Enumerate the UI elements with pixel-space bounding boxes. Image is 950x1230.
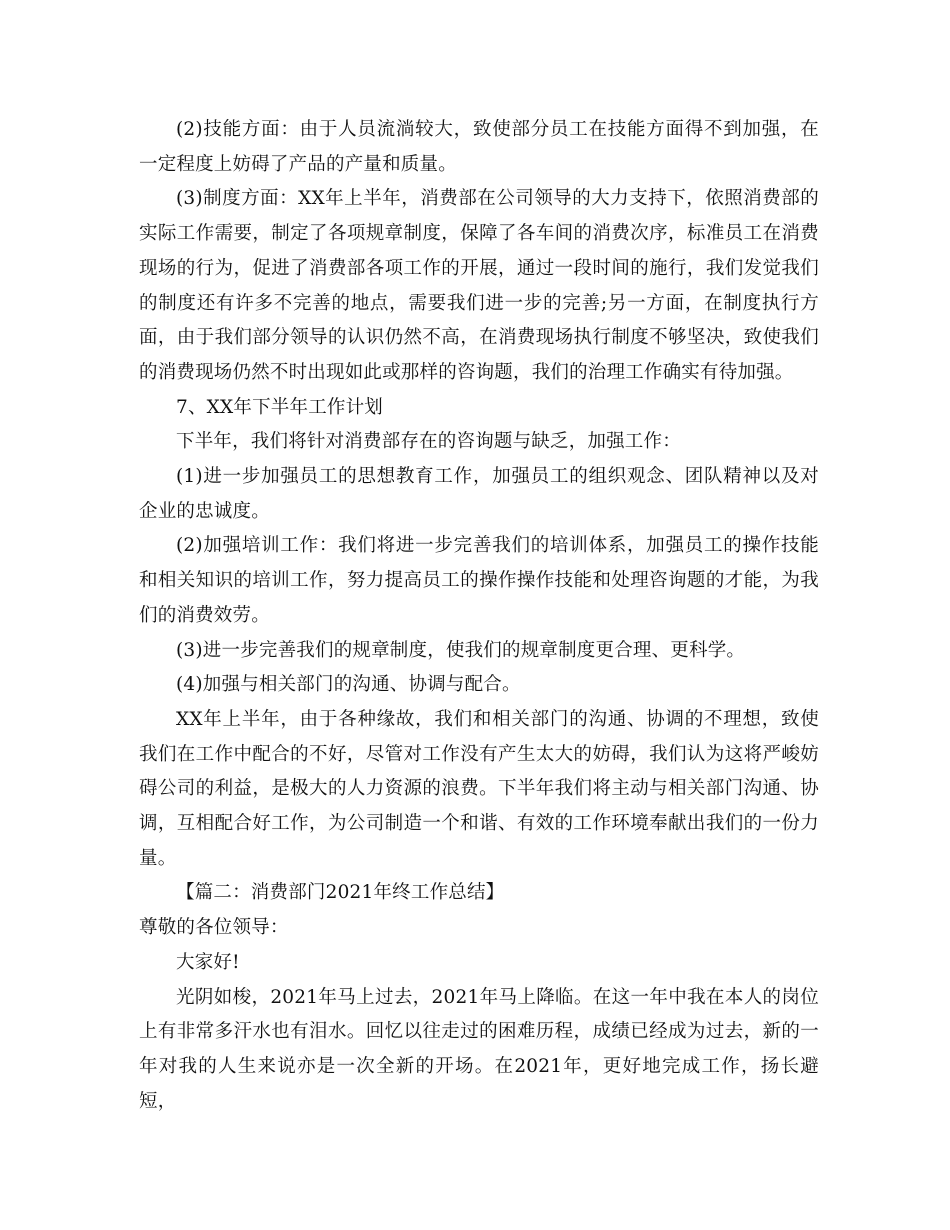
paragraph-plan-item-1: (1)进一步加强员工的思想教育工作，加强员工的组织观念、团队精神以及对企业的忠诚度。 xyxy=(139,466,819,522)
paragraph-plan-item-4: (4)加强与相关部门的沟通、协调与配合。 xyxy=(176,674,521,696)
paragraph-year-review: 光阴如梭，2021年马上过去，2021年马上降临。在这一年中我在本人的岗位上有非常多汗水也有泪水。回忆以往走过的困难历程，成绩已经成为过去，新的一年对我的人生来说亦是一次全新的开场。在2021年，更好地完成工作，扬长避短， xyxy=(139,986,819,1112)
paragraph-coordination: XX年上半年，由于各种缘故，我们和相关部门的沟通、协调的不理想，致使我们在工作中配合的不好，尽管对工作没有产生太大的妨碍，我们认为这将严峻妨碍公司的利益，是极大的人力资源的浪费。下半年我们将主动与相关部门沟通、协调，互相配合好工作，为公司制造一个和谐、有效的工作环境奉献出我们的一份力量。 xyxy=(139,708,819,869)
section-heading-part-two: 【篇二：消费部门2021年终工作总结】 xyxy=(176,882,505,904)
paragraph-system: (3)制度方面：XX年上半年，消费部在公司领导的大力支持下，依照消费部的实际工作需要，制定了各项规章制度，保障了各车间的消费次序，标准员工在消费现场的行为，促进了消费部各项工作的开展，通过一段时间的施行，我们发觉我们的制度还有许多不完善的地点，需要我们进一步的完善;另一方面，在制度执行方面，由于我们部分领导的认识仍然不高，在消费现场执行制度不够坚决，致使我们的消费现场仍然不时出现如此或那样的咨询题，我们的治理工作确实有待加强。 xyxy=(139,188,819,383)
section-heading-plan: 7、XX年下半年工作计划 xyxy=(176,396,384,418)
paragraph-plan-item-3: (3)进一步完善我们的规章制度，使我们的规章制度更合理、更科学。 xyxy=(176,639,746,661)
document-body xyxy=(139,113,819,1119)
salutation: 尊敬的各位领导： xyxy=(139,917,289,939)
paragraph-plan-item-2: (2)加强培训工作：我们将进一步完善我们的培训体系，加强员工的操作技能和相关知识的培训工作，努力提高员工的操作操作技能和处理咨询题的才能，为我们的消费效劳。 xyxy=(139,535,819,626)
greeting: 大家好! xyxy=(176,951,240,973)
paragraph-plan-intro: 下半年，我们将针对消费部存在的咨询题与缺乏，加强工作： xyxy=(176,431,681,453)
paragraph-skills: (2)技能方面：由于人员流淌较大，致使部分员工在技能方面得不到加强，在一定程度上妨碍了产品的产量和质量。 xyxy=(139,119,819,175)
